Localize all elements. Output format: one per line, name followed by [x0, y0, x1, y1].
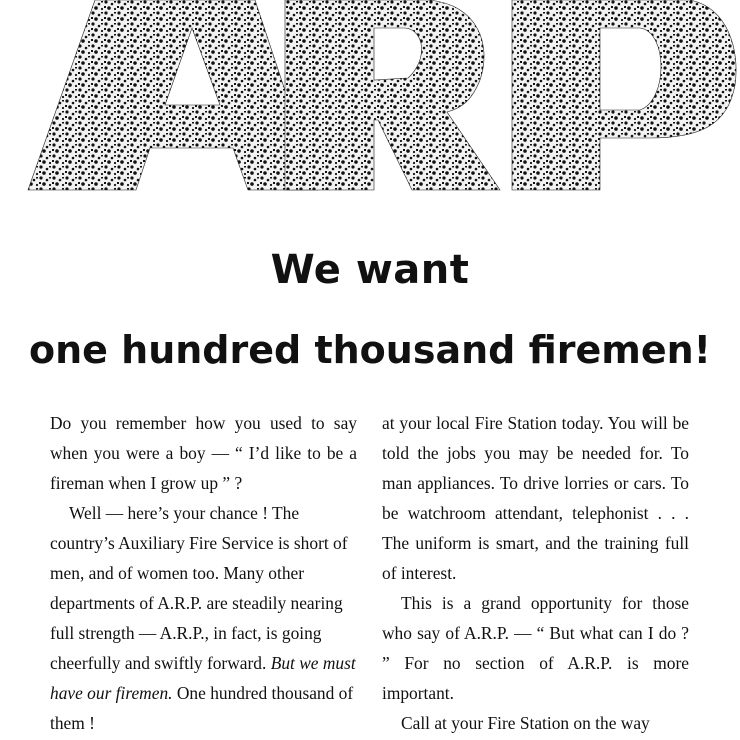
letter-r-shape [285, 0, 500, 190]
headline-we-want: We want [270, 247, 470, 293]
right-paragraph-1: at your local Fire Station today. You will be told the jobs you may be needed for. To man appliances. To drive lorries or cars. To be watchroom attendant, telephonist . . . The uniform is smart, and the training full of interest. [382, 413, 689, 583]
left-column [50, 408, 357, 738]
letter-p-shape [512, 0, 736, 190]
emphasis-text: But we must have our firemen. [50, 653, 356, 703]
letter-a-shape [28, 0, 318, 190]
right-paragraph-3: Call at your Fire Station on the way [401, 713, 650, 733]
left-paragraph-2: Well — here’s your chance ! The country’s Auxiliary Fire Service is short of men, and of women too. Many other departments of A.R.P. are steadily nearing full strength — A.R.P., in fact, is going cheerfully and swiftly forward. But we must have our firemen. One hundred thousand of them ! [50, 503, 356, 733]
right-paragraph-2: This is a grand opportunity for those who say of A.R.P. — “ But what can I do ? ” For no section of A.R.P. is more important. [382, 593, 689, 703]
left-paragraph-1: Do you remember how you used to say when you were a boy — “ I’d like to be a fireman when I grow up ” ? [50, 413, 357, 493]
right-column [382, 408, 689, 738]
headline-firemen: one hundred thousand firemen! [28, 328, 711, 372]
arp-masthead-logo [0, 0, 740, 200]
